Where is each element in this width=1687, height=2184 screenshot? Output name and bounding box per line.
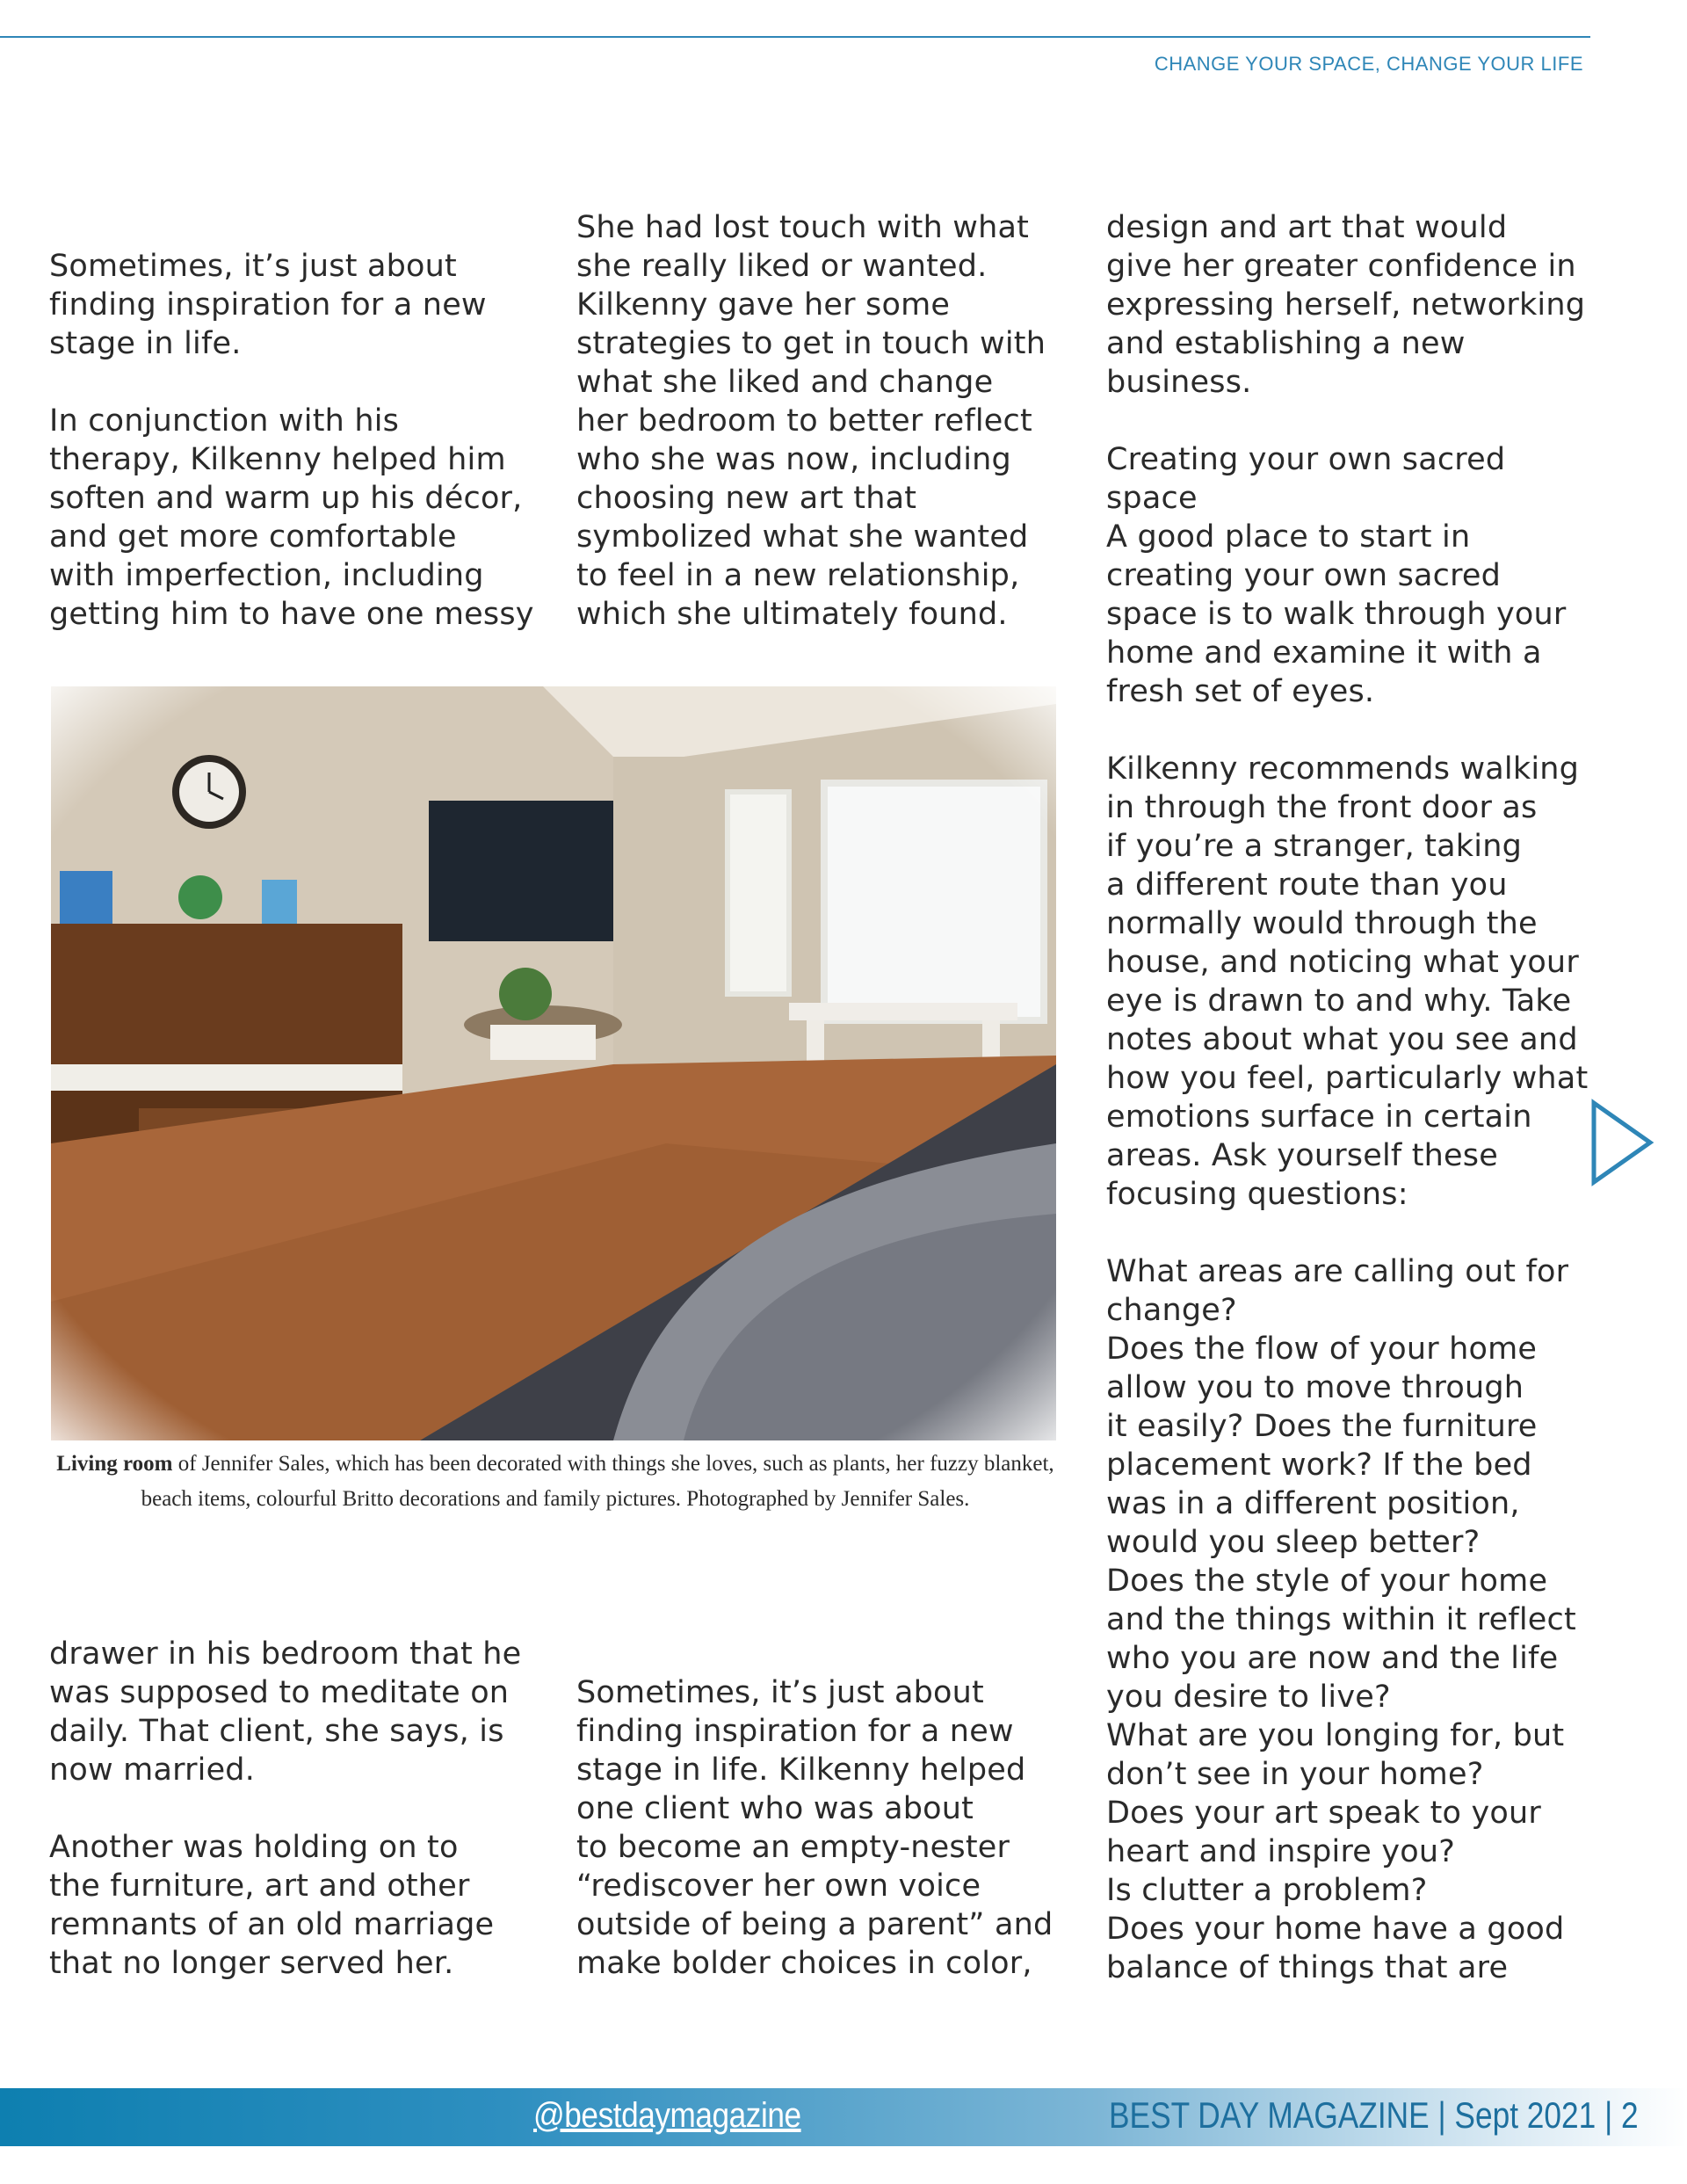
column-2-top-text: She had lost touch with what she really liked or wanted. Kilkenny gave her some strategies to get in touch with what she liked and change her bedroom to better reflect who she was now, including choosing new art that symbolized what she wanted to feel in a new relationship, which she ultimately found. — [576, 210, 1046, 632]
column-1-bottom-text: drawer in his bedroom that he was supposed to meditate on daily. That client, she says, is now married. Another was holding on to the furniture, art and other remnants of an old marriage that no longer served her. — [49, 1636, 522, 1981]
section-title: CHANGE YOUR SPACE, CHANGE YOUR LIFE — [1154, 53, 1583, 75]
living-room-photo — [51, 686, 1056, 1440]
column-3-text: design and art that would give her greater confidence in expressing herself, networking and establishing a new business. Creating your own sacred space A good place to start in creating your own sacred space is to walk through your home and examine it with a fresh set of eyes. Kilkenny recommends walking in through the front door as if you’re a stranger, taking a different route than you normally would through the house, and noticing what your eye is drawn to and why. Take notes about what you see and how you feel, particularly what emotions surface in certain areas. Ask yourself these focusing questions: What areas are calling out for change? Does the flow of your home allow you to move through it easily? Does the furniture placement work? If the bed was in a different position, would you sleep better? Does the style of your home and the things within it reflect who you are now and the life you desire to live? What are you longing for, but don’t see in your home? Does your art speak to your heart and inspire you? Is clutter a problem? Does your home have a good balance of things that are — [1106, 210, 1589, 1985]
photo-caption — [54, 1447, 1056, 1517]
header-rule — [0, 36, 1590, 38]
social-handle-link[interactable]: @bestdaymagazine — [533, 2096, 801, 2135]
publication-info: BEST DAY MAGAZINE | Sept 2021 | 2 — [1109, 2094, 1639, 2136]
column-1-top-text: Sometimes, it’s just about finding inspiration for a new stage in life. In conjunction with his therapy, Kilkenny helped him soften and warm up his décor, and get more comfortable with imperfection, including getting him to have one messy — [49, 249, 534, 632]
next-page-chevron-icon[interactable] — [1589, 1099, 1659, 1186]
column-2-bottom-text: Sometimes, it’s just about finding inspiration for a new stage in life. Kilkenny helped one client who was about to become an empty-nester “rediscover her own voice outside of being a parent” and make bolder choices in color, — [576, 1675, 1053, 1981]
caption-bold-label: Living room — [56, 1452, 173, 1476]
caption-text: of Jennifer Sales, which has been decorated with things she loves, such as plants, her fuzzy blanket, beach items, colourful Britto decorations and family pictures. Photographed by Jennifer Sales. — [141, 1452, 1054, 1511]
